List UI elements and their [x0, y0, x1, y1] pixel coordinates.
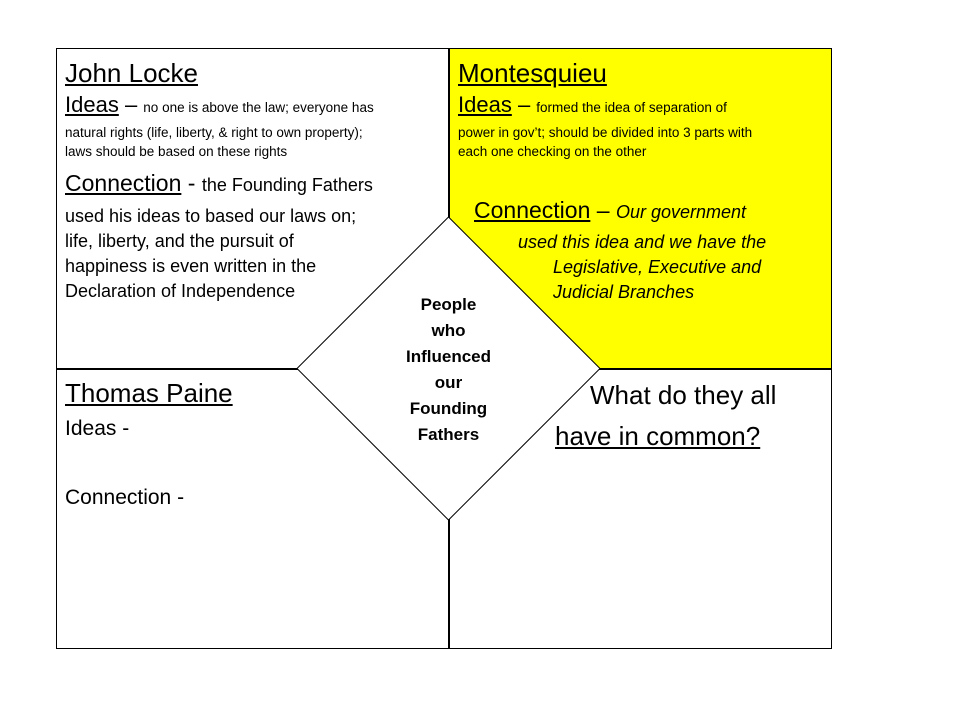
montesquieu-ideas-label: Ideas: [458, 92, 512, 117]
montesquieu-name: Montesquieu: [458, 58, 607, 88]
paine-ideas: Ideas -: [65, 417, 130, 440]
paine-name: Thomas Paine: [65, 378, 233, 408]
center-line3: Influenced: [405, 347, 491, 366]
locke-ideas-text1: no one is above the law; everyone has: [143, 100, 374, 115]
montesquieu-connection-line3: Legislative, Executive and: [553, 257, 762, 277]
center-line5: Founding: [409, 399, 488, 418]
montesquieu-ideas-line1: [458, 92, 727, 118]
locke-connection-line5: Declaration of Independence: [65, 281, 296, 301]
center-label: [376, 292, 521, 448]
paine-connection: Connection -: [65, 486, 185, 509]
locke-connection-line3: life, liberty, and the pursuit of: [65, 231, 294, 251]
locke-name: John Locke: [65, 58, 198, 88]
montesquieu-connection-line2: used this idea and we have the: [518, 232, 767, 252]
locke-connection-label: Connection: [65, 170, 182, 196]
locke-connection-text1: the Founding Fathers: [201, 175, 373, 195]
locke-ideas-dash: –: [118, 92, 144, 117]
montesquieu-connection-label: Connection: [474, 197, 591, 223]
common-question-line1: What do they all: [590, 380, 777, 410]
center-line2: who: [431, 321, 466, 340]
montesquieu-connection-dash: –: [590, 197, 616, 223]
locke-connection-line4: happiness is even written in the: [65, 256, 317, 276]
center-line4: our: [434, 373, 463, 392]
locke-connection-line2: used his ideas to based our laws on;: [65, 206, 357, 226]
locke-ideas-label: Ideas: [65, 92, 119, 117]
locke-connection-line1: [65, 170, 373, 197]
locke-ideas-line3: laws should be based on these rights: [65, 144, 288, 159]
montesquieu-connection-line4: Judicial Branches: [553, 282, 695, 302]
montesquieu-ideas-line2: power in gov’t; should be divided into 3 parts with: [458, 125, 753, 140]
montesquieu-connection-text1: Our government: [615, 202, 746, 222]
locke-ideas-line2: natural rights (life, liberty, & right to own property);: [65, 125, 363, 140]
locke-ideas-line1: [65, 92, 374, 118]
common-question-line2: have in common?: [555, 421, 761, 451]
montesquieu-ideas-dash: –: [511, 92, 537, 117]
montesquieu-ideas-line3: each one checking on the other: [458, 144, 647, 159]
center-line1: People: [420, 295, 477, 314]
montesquieu-ideas-text1: formed the idea of separation of: [536, 100, 727, 115]
locke-connection-dash: -: [181, 170, 202, 196]
center-line6: Fathers: [417, 425, 480, 444]
